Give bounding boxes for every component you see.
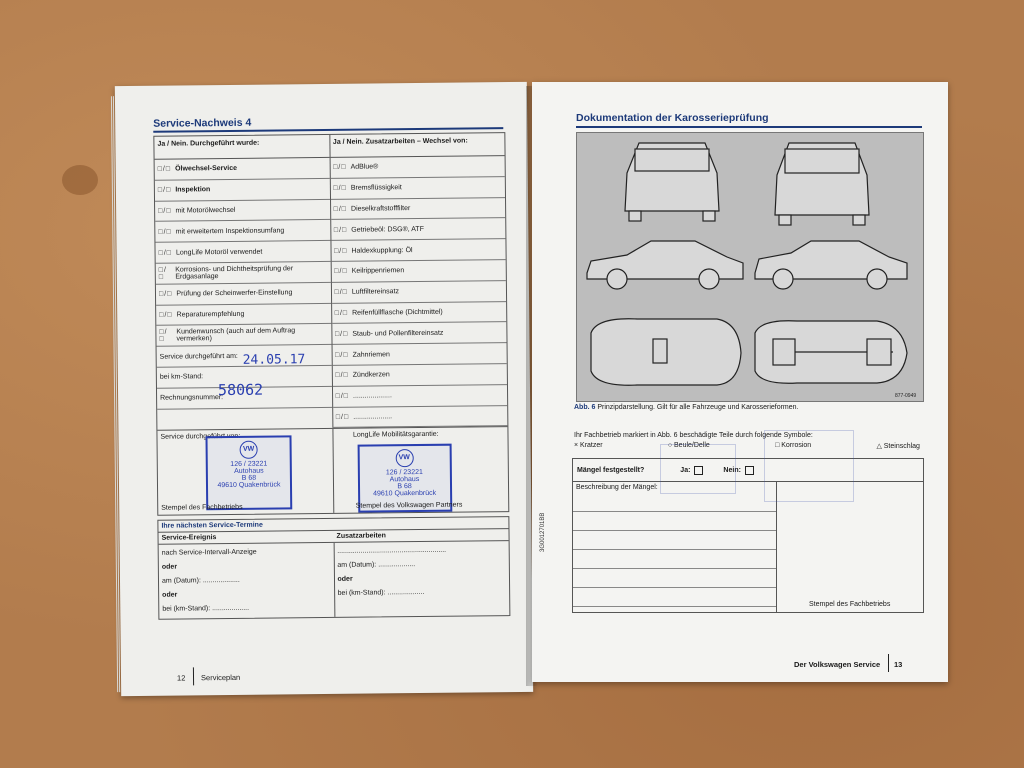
form-row — [155, 179, 330, 202]
stamp-line: 49610 Quakenbrück — [373, 490, 437, 498]
yes-no-checkbox[interactable]: □/□ — [334, 309, 349, 317]
car-front-view — [775, 143, 869, 225]
service-date-line: nach Service-Intervall-Anzeige — [161, 548, 257, 557]
form-row — [331, 198, 506, 221]
description-label: Beschreibung der Mängel: — [576, 484, 658, 491]
yes-no-checkbox[interactable]: □/□ — [157, 165, 172, 174]
form-row-label: Service durchgeführt am: — [159, 352, 238, 361]
legend-intro: Ihr Fachbetrieb markiert in Abb. 6 beschädigte Teile durch folgende Symbole: — [574, 432, 813, 439]
form-row-label: bei km-Stand: — [159, 373, 204, 382]
stamp-footer-partner: Stempel des Volkswagen Partners — [355, 501, 463, 511]
yes-no-checkbox[interactable]: □/□ — [334, 247, 348, 255]
next-service-dates — [157, 516, 510, 620]
form-row — [332, 385, 507, 408]
dealer-stamp — [205, 436, 292, 511]
service-event-fields — [159, 543, 334, 619]
service-event-header: Service-Ereignis — [161, 534, 217, 542]
vw-logo-icon: VW — [395, 449, 413, 467]
extra-list — [330, 156, 507, 428]
service-date-line: am (Datum): ................... — [161, 576, 240, 585]
footer-divider — [193, 667, 194, 685]
next-service-title: Ihre nächsten Service-Termine — [158, 517, 508, 533]
stamp-cell-partner — [332, 427, 508, 513]
service-date-line: bei (km-Stand): ................... — [162, 604, 250, 613]
additional-work-line: oder — [337, 575, 353, 583]
left-page-title: Service-Nachweis 4 — [153, 116, 252, 130]
defects-description-area — [573, 482, 777, 612]
yes-no-checkbox[interactable]: □/□ — [158, 249, 173, 257]
form-row-label: .................... — [352, 392, 392, 400]
car-body-diagram — [576, 132, 924, 402]
stamp-line: 126 / 23221 — [230, 460, 268, 469]
form-row-label: Getriebeöl: DSG®, ATF — [351, 225, 424, 234]
yes-no-checkbox[interactable]: □/□ — [158, 207, 172, 215]
form-row-label: AdBlue® — [350, 163, 379, 172]
yes-no-checkbox[interactable]: □/□ — [333, 205, 348, 213]
left-footer-label: Serviceplan — [200, 672, 241, 683]
form-row — [331, 281, 506, 304]
form-row — [332, 364, 507, 387]
form-row — [332, 322, 507, 345]
form-row — [331, 218, 506, 241]
performed-header: Ja / Nein. Durchgeführt wurde: — [154, 135, 329, 160]
footer-divider — [888, 654, 889, 672]
form-row-label: Dieselkraftstofffilter — [350, 205, 411, 213]
yes-no-checkbox[interactable]: □/□ — [157, 186, 172, 194]
form-row — [155, 200, 330, 223]
form-row-label: Ölwechsel-Service — [175, 165, 238, 173]
stamp-line: 126 / 23221 — [385, 469, 423, 477]
stamp-footer-workshop: Stempel des Fachbetriebs — [161, 504, 243, 513]
vw-logo-icon: VW — [240, 441, 258, 459]
form-row — [331, 239, 506, 262]
form-row — [156, 283, 331, 306]
additional-work-header: Zusatzarbeiten — [336, 532, 386, 540]
left-page — [115, 82, 533, 696]
legend-symbols — [574, 442, 920, 450]
form-row — [156, 262, 331, 285]
legend-item: × Kratzer — [574, 442, 603, 449]
legend-item: ○ Beule/Delle — [667, 442, 710, 449]
right-page-title: Dokumentation der Karosserieprüfung — [576, 112, 769, 124]
defects-question: Mängel festgestellt? — [577, 466, 645, 474]
yes-no-checkbox[interactable]: □/□ — [158, 290, 173, 298]
form-row — [155, 158, 330, 181]
legend-item: △ Steinschlag — [876, 443, 920, 450]
additional-work-line: ........................................................ — [337, 546, 447, 555]
right-page-number: 13 — [894, 660, 903, 669]
stamp-line: Autohaus — [389, 476, 420, 484]
form-row — [331, 260, 506, 283]
car-rear-view — [625, 143, 719, 221]
form-row — [155, 241, 330, 264]
stamp-line: Autohaus — [234, 467, 264, 476]
additional-work-fields — [333, 541, 509, 617]
form-row-label: Inspektion — [175, 186, 211, 194]
form-row-label: Haldexkupplung: Öl — [351, 246, 413, 255]
stamp-line: B 68 — [241, 475, 257, 483]
yes-no-checkbox[interactable]: □/□ — [335, 372, 349, 380]
form-row-label: Zahnriemen — [352, 350, 390, 359]
partner-stamp-text — [359, 469, 449, 498]
yes-no-checkbox[interactable]: □/□ — [333, 226, 348, 234]
form-row-label: Keilrippenriemen — [351, 267, 405, 276]
left-page-number: 12 — [176, 673, 186, 683]
legend-item: □ Korrosion — [775, 442, 812, 449]
form-row-label: Kundenwunsch (auch auf dem Auftrag vermerken) — [176, 327, 296, 343]
yes-no-checkbox[interactable]: □/□ — [335, 392, 350, 401]
stamp-line: B 68 — [397, 483, 412, 491]
yes-label: Ja: — [680, 466, 691, 474]
car-views-illustration — [577, 133, 923, 401]
yes-no-checkbox[interactable]: □/□ — [333, 184, 347, 193]
service-booklet — [118, 78, 948, 690]
figure-text: Prinzipdarstellung. Gilt für alle Fahrzeuge und Karosserieformen. — [597, 404, 799, 411]
yes-no-checkbox[interactable]: □/□ — [159, 328, 168, 343]
car-side-view-left — [587, 241, 743, 289]
service-date-line: oder — [161, 563, 178, 571]
right-footer-label: Der Volkswagen Service — [794, 660, 881, 669]
no-checkbox[interactable] — [745, 466, 754, 475]
yes-no-checkbox[interactable]: □/□ — [335, 413, 350, 421]
form-row — [156, 324, 331, 347]
form-row — [155, 220, 330, 243]
form-row — [156, 304, 331, 327]
dealer-stamp-text — [208, 461, 290, 490]
service-form — [153, 132, 509, 516]
stamp-area — [157, 426, 508, 515]
form-row — [330, 177, 505, 200]
form-row — [333, 406, 508, 429]
form-row-label: Korrosions- und Dichtheitsprüfung der Erdgasanlage — [175, 265, 294, 281]
extra-header: Ja / Nein. Zusatzarbeiten – Wechsel von: — [330, 133, 505, 158]
faint-stamp-mark-2 — [660, 444, 736, 494]
form-row-label: mit Motorölwechsel — [175, 206, 236, 215]
handwritten-date: 24.05.17 — [242, 352, 306, 368]
yes-no-checkbox[interactable]: □/□ — [334, 330, 349, 338]
form-row-label: Prüfung der Scheinwerfer-Einstellung — [176, 289, 293, 298]
form-row — [332, 302, 507, 325]
additional-work-line: am (Datum): ................... — [337, 561, 416, 569]
form-row — [332, 343, 507, 366]
yes-no-checkbox[interactable]: □/□ — [333, 164, 347, 172]
form-row-label: Rechnungsnummer: — [160, 394, 224, 402]
car-underbody-view — [755, 321, 907, 384]
table-stain — [62, 165, 98, 195]
yes-no-checkbox[interactable]: □/□ — [334, 288, 348, 297]
yes-no-checkbox[interactable]: □/□ — [334, 268, 348, 276]
form-row-label: Bremsflüssigkeit — [350, 184, 402, 192]
handwritten-km: 58062 — [217, 380, 264, 400]
form-row — [330, 156, 505, 179]
form-row-label: Reifenfüllflasche (Dichtmittel) — [352, 308, 443, 317]
form-row-label: mit erweitertem Inspektionsumfang — [175, 227, 285, 236]
defects-box — [572, 458, 924, 613]
figure-label: Abb. 6 — [574, 404, 596, 411]
stamp-line: 49610 Quakenbrück — [217, 481, 281, 490]
car-top-view — [591, 319, 741, 385]
diagram-code: 877-0949 — [895, 393, 917, 399]
stamp-label-workshop: Service durchgeführt von: — [160, 433, 241, 442]
form-row-label: Zündkerzen — [352, 371, 390, 380]
no-label: Nein: — [723, 466, 741, 474]
form-row-label: LongLife Motoröl verwendet — [175, 248, 263, 257]
yes-no-checkbox[interactable]: □/□ — [159, 311, 173, 319]
yes-no-checkbox[interactable]: □/□ — [158, 266, 167, 281]
title-rule — [576, 126, 922, 128]
right-page — [532, 82, 948, 682]
form-row-label: Luftfiltereinsatz — [351, 288, 400, 296]
stamp-cell-workshop — [157, 429, 332, 515]
booklet-code: 3G0012701BB — [540, 512, 546, 552]
stamp-label-partner: LongLife Mobilitätsgarantie: — [352, 431, 439, 440]
additional-work-line: bei (km-Stand): ................... — [337, 588, 425, 597]
figure-caption — [574, 404, 799, 411]
yes-no-checkbox[interactable]: □/□ — [158, 228, 172, 236]
stamp-footer-right: Stempel des Fachbetriebs — [809, 601, 891, 608]
performed-list — [155, 158, 332, 409]
faint-stamp-mark — [764, 430, 854, 502]
form-row-label: Staub- und Pollenfiltereinsatz — [352, 329, 444, 338]
form-row-label: Reparaturempfehlung — [176, 310, 245, 319]
yes-no-checkbox[interactable]: □/□ — [335, 351, 349, 359]
defects-question-row — [573, 459, 923, 482]
car-side-view-right — [755, 241, 907, 289]
damage-legend — [574, 432, 920, 450]
service-date-line: oder — [162, 591, 178, 599]
extra-column — [329, 133, 508, 428]
form-row-label: .................... — [353, 413, 393, 421]
